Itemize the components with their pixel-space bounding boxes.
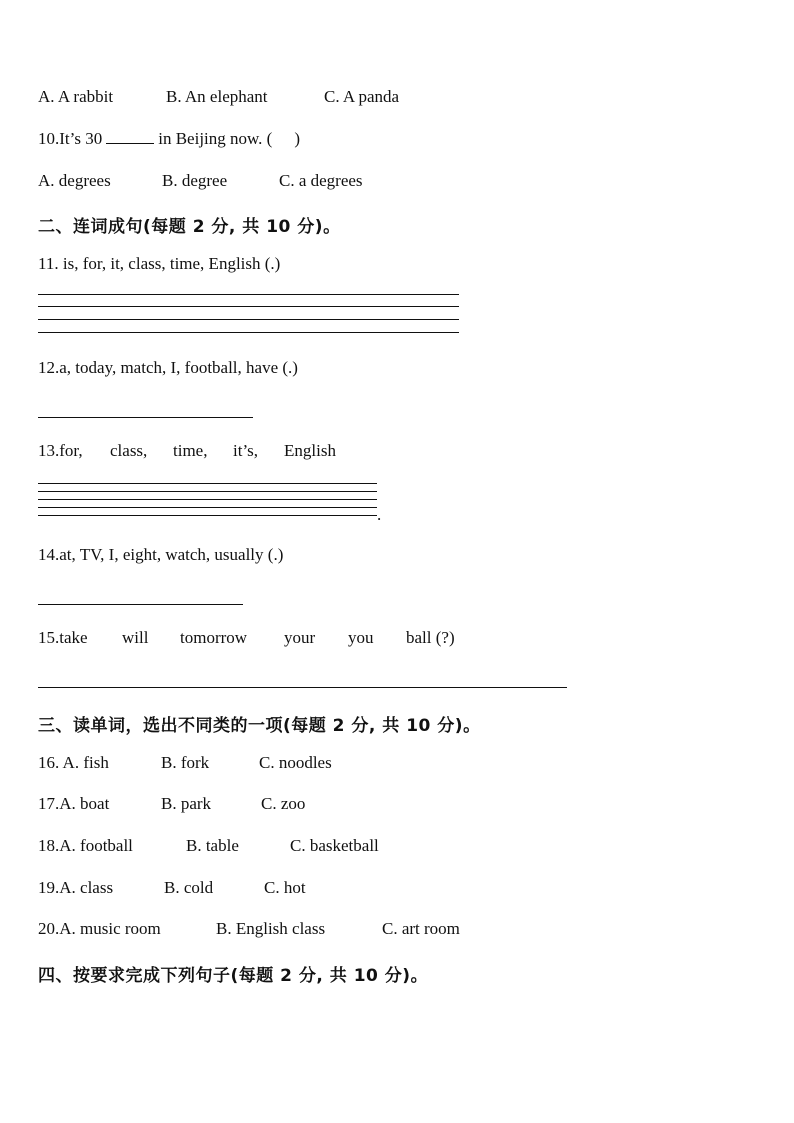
q18-option-b: B. table <box>186 836 239 855</box>
q17-option-a: 17.A. boat <box>38 794 110 813</box>
q16-option-a: 16. A. fish <box>38 753 109 772</box>
q20-option-b: B. English class <box>216 919 326 938</box>
q13-answer-line-4[interactable] <box>38 507 377 508</box>
question-10 <box>38 129 300 149</box>
q13-word: time, <box>173 441 208 460</box>
q11-answer-line-4[interactable] <box>38 332 459 333</box>
q10-close-paren: ) <box>294 129 301 148</box>
q15-word: will <box>122 628 149 647</box>
q15-word: your <box>284 628 316 647</box>
q13-word: it’s, <box>233 441 259 460</box>
q9-option-c: C. A panda <box>324 87 400 106</box>
q18-option-c: C. basketball <box>290 836 379 855</box>
q9-option-b: B. An elephant <box>166 87 268 106</box>
q10-option-b: B. degree <box>162 171 228 190</box>
q19-option-a: 19.A. class <box>38 878 114 897</box>
q13-answer-line-2[interactable] <box>38 491 377 492</box>
q18-option-a: 18.A. football <box>38 836 133 855</box>
q13-answer-line-1[interactable] <box>38 483 377 484</box>
section-2-heading: 二、连词成句(每题 2 分, 共 10 分)。 <box>38 217 341 237</box>
q14-answer-line[interactable] <box>38 604 243 605</box>
q16-option-c: C. noodles <box>259 753 332 772</box>
q20-option-c: C. art room <box>382 919 460 938</box>
q15-word: ball (?) <box>406 628 455 647</box>
q15-word: tomorrow <box>180 628 248 647</box>
question-11: 11. is, for, it, class, time, English (.) <box>38 254 281 273</box>
q11-answer-line-1[interactable] <box>38 294 459 295</box>
q10-blank[interactable] <box>106 129 154 144</box>
section-4-heading: 四、按要求完成下列句子(每题 2 分, 共 10 分)。 <box>38 966 429 986</box>
q15-word: 15.take <box>38 628 88 647</box>
q13-period: . <box>377 505 382 524</box>
q10-option-c: C. a degrees <box>279 171 363 190</box>
q10-option-a: A. degrees <box>38 171 111 190</box>
q20-option-a: 20.A. music room <box>38 919 161 938</box>
q9-option-a: A. A rabbit <box>38 87 114 106</box>
q15-answer-line[interactable] <box>38 687 567 688</box>
q13-word: class, <box>110 441 148 460</box>
q10-text-before: 10.It’s 30 <box>38 129 103 148</box>
q10-text-after: in Beijing now. ( <box>158 129 273 148</box>
q15-word: you <box>348 628 374 647</box>
q11-answer-line-3[interactable] <box>38 319 459 320</box>
section-3-heading: 三、读单词，选出不同类的一项(每题 2 分, 共 10 分)。 <box>38 716 481 736</box>
q19-option-c: C. hot <box>264 878 306 897</box>
q17-option-b: B. park <box>161 794 212 813</box>
q13-answer-line-3[interactable] <box>38 499 377 500</box>
q13-word: 13.for, <box>38 441 83 460</box>
q16-option-b: B. fork <box>161 753 210 772</box>
question-12: 12.a, today, match, I, football, have (.) <box>38 358 298 377</box>
q12-answer-line[interactable] <box>38 417 253 418</box>
q13-word: English <box>284 441 336 460</box>
q17-option-c: C. zoo <box>261 794 306 813</box>
q13-answer-line-5[interactable] <box>38 515 377 516</box>
q11-answer-line-2[interactable] <box>38 306 459 307</box>
q19-option-b: B. cold <box>164 878 214 897</box>
question-14: 14.at, TV, I, eight, watch, usually (.) <box>38 545 284 564</box>
